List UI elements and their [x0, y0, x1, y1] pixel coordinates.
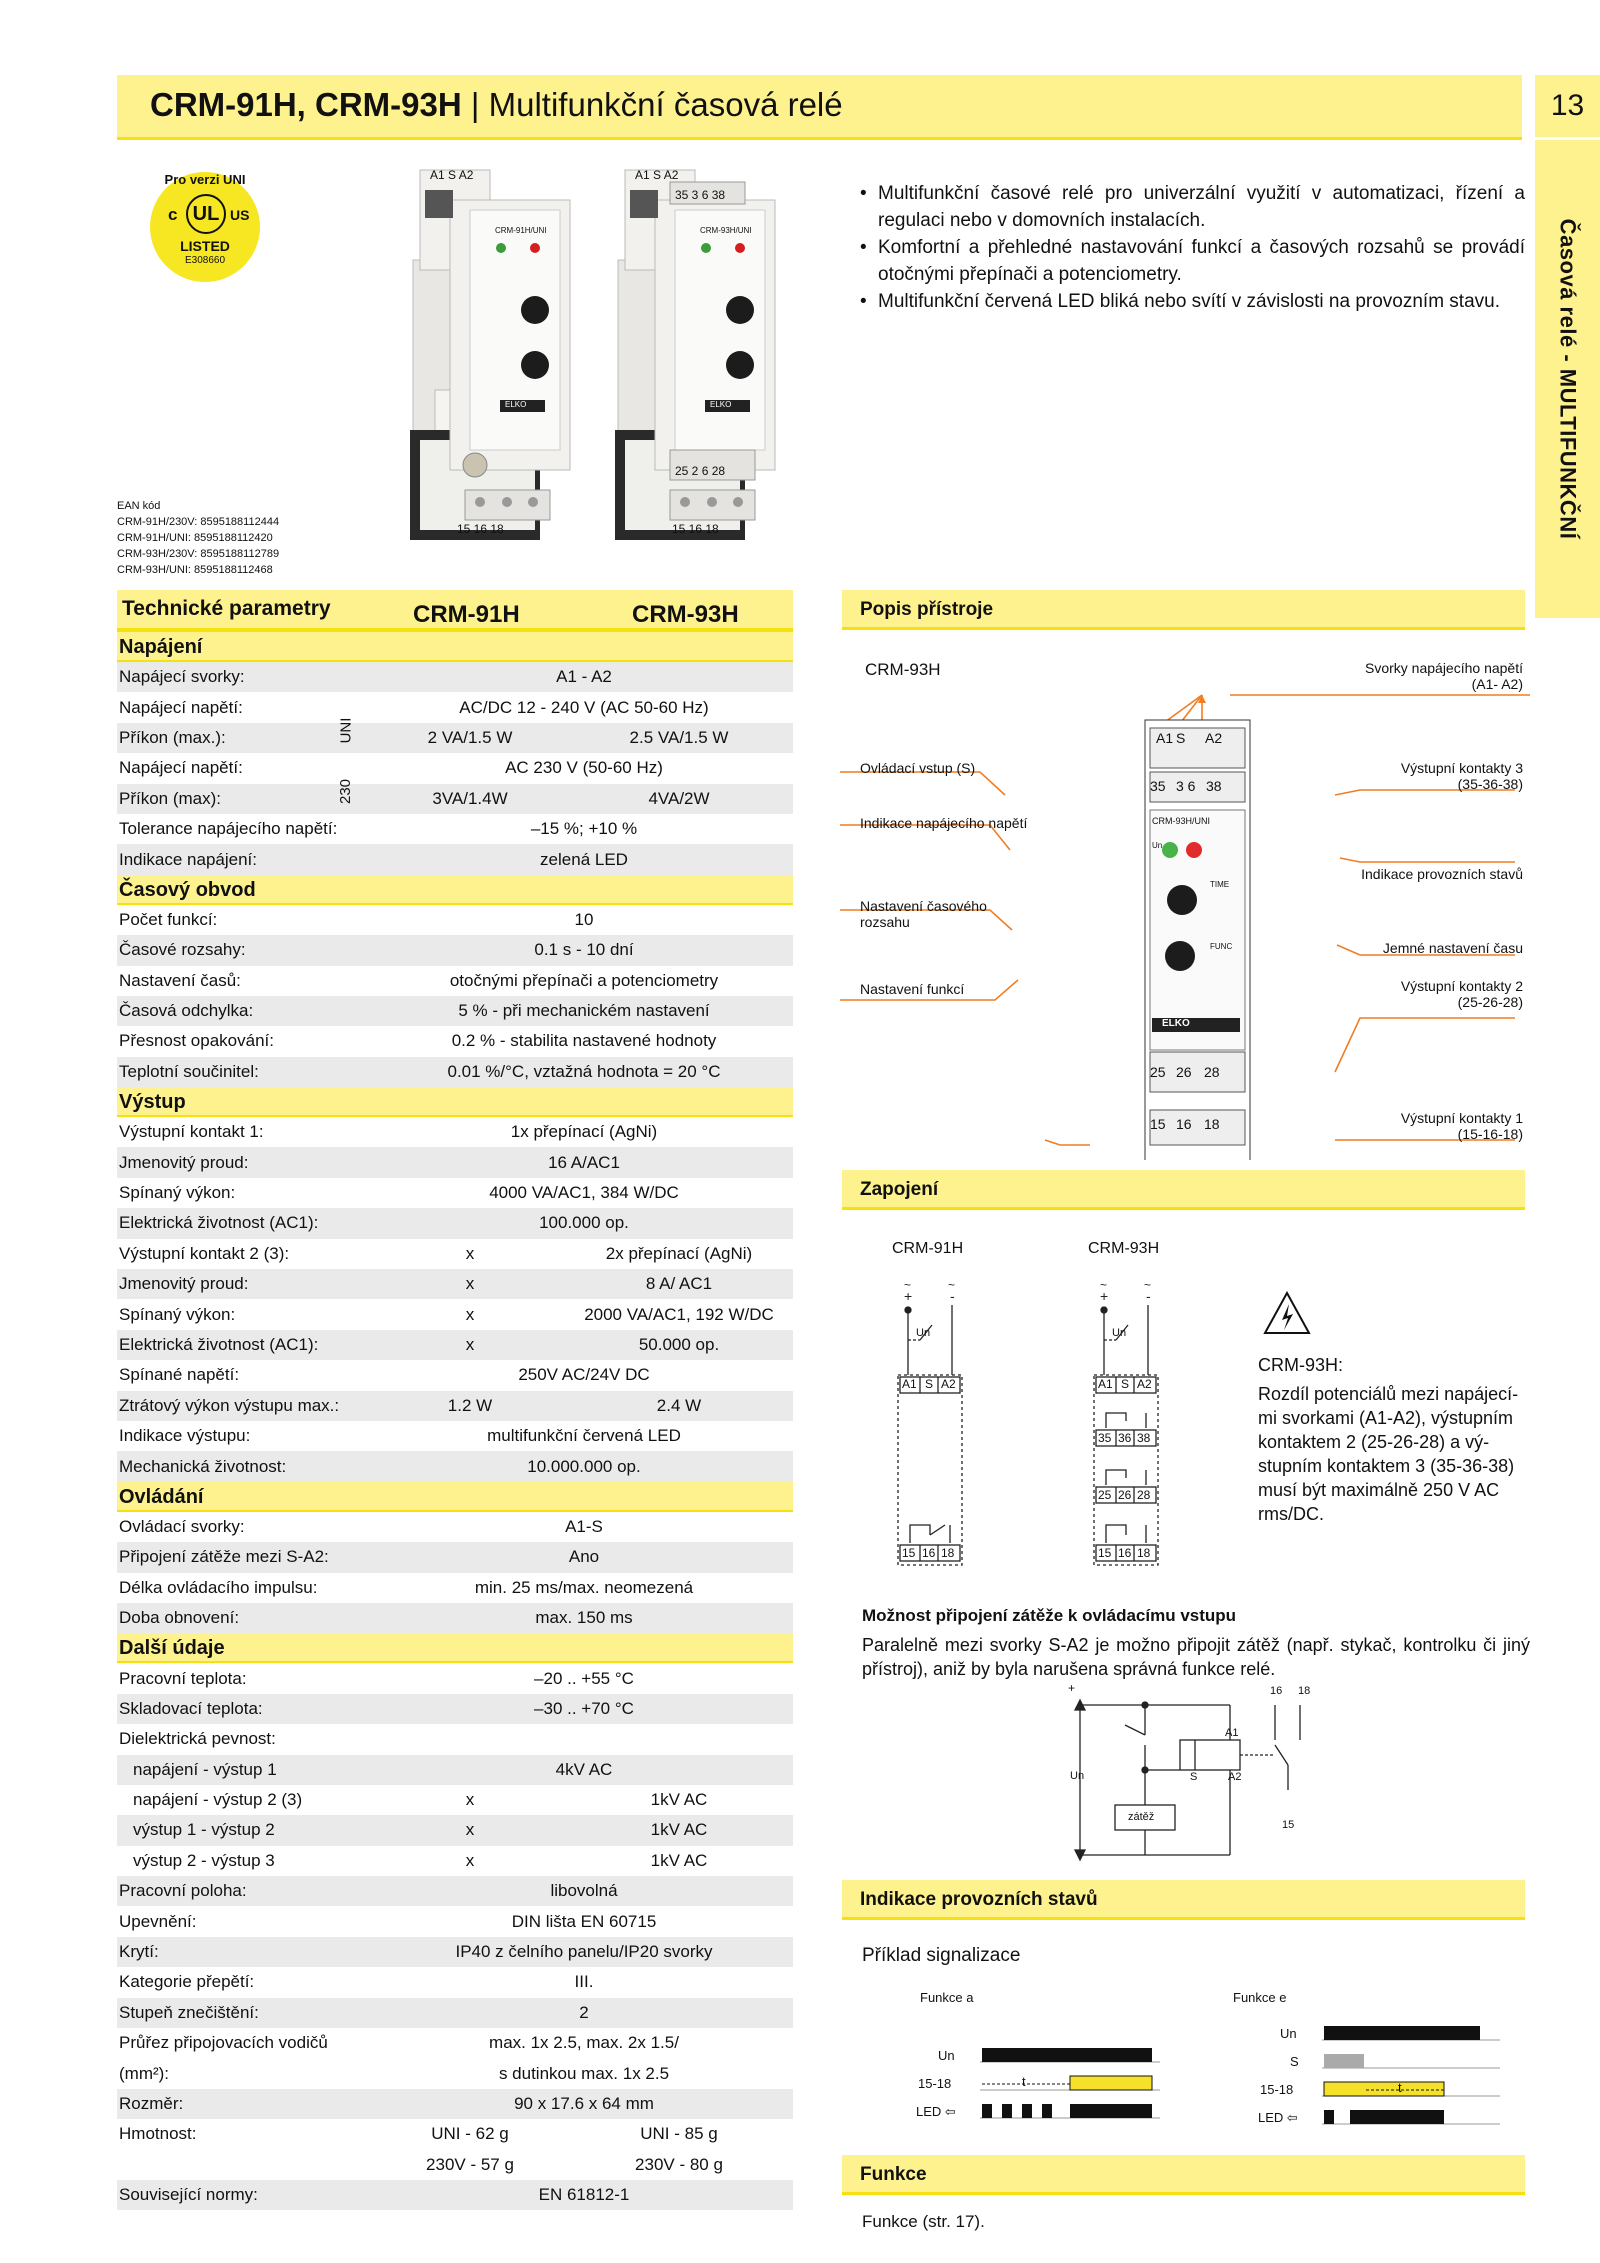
timing-e-t: t [1398, 2080, 1402, 2095]
zapojeni2-18: 18 [1137, 1546, 1151, 1560]
label-indikace-napajeni: Indikace napájecího napětí [860, 815, 1028, 831]
popis-func: FUNC [1210, 942, 1233, 951]
moznost-a1: A1 [1225, 1727, 1239, 1739]
moznost-a2: A2 [1228, 1771, 1242, 1783]
ul-logo-mark: UL [186, 194, 226, 234]
table-row: Příkon (max.): 2 VA/1.5 W 2.5 VA/1.5 W [117, 723, 793, 753]
zapojeni1-16: 16 [922, 1546, 936, 1560]
table-row: Skladovací teplota: –30 .. +70 °C [117, 1694, 793, 1724]
moznost-15: 15 [1282, 1819, 1295, 1831]
label-ovladaci-vstup: Ovládací vstup (S) [860, 760, 976, 776]
technical-parameters-table [117, 590, 793, 2210]
side-tab-label: Časová relé - MULTIFUNKČNÍ [1555, 218, 1581, 540]
v230-label: 230 [337, 778, 355, 805]
popis-term-18: 18 [1204, 1116, 1220, 1132]
ean-line: CRM-93H/UNI: 8595188112468 [117, 564, 273, 576]
title-separator: | [470, 86, 480, 123]
section-vystup: Výstup [117, 1087, 793, 1117]
device2-bottom-terms: 15 16 18 [672, 522, 719, 536]
ean-line: CRM-91H/230V: 8595188112444 [117, 516, 280, 528]
title-models: CRM-91H, CRM-93H [150, 86, 462, 123]
table-row: Příkon (max): 3VA/1.4W 4VA/2W [117, 784, 793, 814]
zapojeni-crm91h: CRM-91H [892, 1240, 964, 1257]
table-row: Pracovní poloha: libovolná [117, 1876, 793, 1906]
popis-term-a2: A2 [1205, 730, 1223, 746]
popis-term-36: 3 6 [1176, 778, 1196, 794]
table-row: Pracovní teplota: –20 .. +55 °C [119, 1668, 634, 1688]
section-napajeni: Napájení [117, 632, 793, 662]
zapojeni1-s: S [925, 1377, 934, 1391]
section-zapojeni: Zapojení [842, 1170, 1525, 1210]
popis-led-un: Un [1152, 841, 1163, 850]
ul-listed: LISTED [180, 238, 230, 254]
table-row: Indikace napájení: zelená LED [117, 844, 793, 874]
table-row: Elektrická životnost (AC1): x 50.000 op. [117, 1330, 793, 1360]
ul-us: US [230, 207, 250, 223]
svg-text:~: ~ [1144, 1278, 1152, 1292]
zapojeni2-15: 15 [1098, 1546, 1112, 1560]
device2-top-terms-2: 35 3 6 38 [675, 188, 726, 202]
table-row: Spínaný výkon: x 2000 VA/AC1, 192 W/DC [119, 1304, 774, 1324]
timing-diagram-a [890, 2040, 1160, 2140]
warning-icon [1262, 1290, 1312, 1336]
popis-term-a1: A1 [1156, 730, 1174, 746]
funkce-a-label: Funkce a [920, 1990, 974, 2005]
device2-brand: ELKO [710, 400, 732, 409]
table-row: Výstupní kontakt 1: 1x přepínací (AgNi) [119, 1122, 658, 1142]
timing-a-t: t [1022, 2074, 1026, 2089]
svg-text:+: + [904, 1288, 913, 1304]
table-row: Průřez připojovacích vodičů max. 1x 2.5, max. 2x 1.5/ [119, 2033, 679, 2053]
popis-brand: ELKO [1162, 1018, 1190, 1029]
zapojeni1-a1: A1 [902, 1377, 917, 1391]
popis-term-s: S [1176, 730, 1186, 746]
table-row: Napájecí svorky: A1 - A2 [117, 662, 793, 692]
moznost-un: Un [1070, 1770, 1085, 1782]
feature-item: • Multifunkční červená LED bliká nebo svítí v závislosti na provozním stavu. [860, 288, 1525, 315]
table-row: Hmotnost: UNI - 62 g UNI - 85 g [119, 2124, 718, 2144]
zapojeni1-un: Un [916, 1327, 931, 1339]
timing-e-1518: 15-18 [1260, 2082, 1294, 2097]
table-row: Upevnění: DIN lišta EN 60715 [119, 1911, 657, 1931]
moznost-s: S [1190, 1771, 1198, 1783]
label-vystupni-kontakty-3: Výstupní kontakty 3 (35-36-38) [1400, 760, 1523, 792]
timing-a-un: Un [938, 2048, 955, 2063]
zapojeni1-18: 18 [941, 1546, 955, 1560]
indikace-subtitle: Příklad signalizace [862, 1945, 1021, 1966]
table-row: Ovládací svorky: A1-S [119, 1516, 603, 1536]
label-nastaveni-funkci: Nastavení funkcí [860, 981, 965, 997]
timing-a-led: LED ⇦ [916, 2104, 956, 2119]
zapojeni2-a1: A1 [1098, 1377, 1113, 1391]
feature-list [860, 180, 1525, 315]
device1-bottom-terms: 15 16 18 [457, 522, 504, 536]
zapojeni2-s: S [1121, 1377, 1130, 1391]
zapojeni2-16: 16 [1118, 1546, 1132, 1560]
svg-text:-: - [1146, 1288, 1151, 1304]
ul-badge-top: Pro verzi UNI [164, 172, 246, 187]
table-header [117, 590, 793, 632]
funkce-e-label: Funkce e [1233, 1990, 1287, 2005]
table-row: 230V - 57 g 230V - 80 g [426, 2154, 723, 2174]
device2-model: CRM-93H/UNI [700, 226, 752, 235]
feature-item: • Multifunkční časové relé pro univerzální využití v automatizaci, řízení a regulaci nebo v domovních instalacích. [860, 180, 1525, 234]
wiring-diagram-crm91h [890, 1275, 1010, 1575]
page-number: 13 [1535, 75, 1600, 137]
table-row: napájení - výstup 1 4kV AC [117, 1755, 793, 1785]
section-popis: Popis přístroje [842, 590, 1525, 630]
popis-term-35: 35 [1150, 778, 1166, 794]
zapojeni2-un: Un [1112, 1327, 1127, 1339]
ean-title: EAN kód [117, 500, 161, 512]
svg-text:~: ~ [948, 1278, 956, 1292]
table-row: Počet funkcí: 10 [119, 909, 594, 929]
table-row: Přesnost opakování: 0.2 % - stabilita nastavené hodnoty [119, 1031, 717, 1051]
zapojeni2-38: 38 [1137, 1431, 1151, 1445]
feature-item: • Komfortní a přehledné nastavování funkcí a časových rozsahů se provádí otočnými přepínači a potenciometry. [860, 234, 1525, 288]
table-row: Ztrátový výkon výstupu max.: 1.2 W 2.4 W [117, 1391, 793, 1421]
zapojeni2-25: 25 [1098, 1488, 1112, 1502]
zapojeni1-15: 15 [902, 1546, 916, 1560]
section-funkce: Funkce [842, 2155, 1525, 2195]
popis-model: CRM-93H [865, 660, 941, 679]
moznost-plus: + [1068, 1681, 1076, 1695]
table-row: napájení - výstup 2 (3) x 1kV AC [133, 1790, 708, 1810]
table-row: Teplotní součinitel: 0.01 %/°C, vztažná hodnota = 20 °C [117, 1057, 793, 1087]
table-title: Technické parametry [122, 597, 331, 620]
table-row: Stupeň znečištění: 2 [117, 1998, 793, 2028]
page-title [150, 86, 843, 124]
label-nastaveni-casoveho-rozsahu: Nastavení časového rozsahu [860, 898, 987, 930]
wiring-diagram-crm93h [1086, 1275, 1206, 1575]
zapojeni-crm93h: CRM-93H [1088, 1240, 1160, 1257]
table-row: Nastavení časů: otočnými přepínači a potenciometry [119, 970, 719, 990]
header-underline [117, 137, 1522, 140]
timing-e-un: Un [1280, 2026, 1297, 2041]
ean-line: CRM-91H/UNI: 8595188112420 [117, 532, 273, 544]
table-row: Spínané napětí: 250V AC/24V DC [119, 1365, 650, 1385]
section-ovladani: Ovládání [117, 1482, 793, 1512]
zapojeni2-26: 26 [1118, 1488, 1132, 1502]
warning-title: CRM-93H: [1258, 1355, 1344, 1375]
column-crm93h: CRM-93H [632, 601, 739, 628]
ean-line: CRM-93H/230V: 8595188112789 [117, 548, 280, 560]
zapojeni2-35: 35 [1098, 1431, 1112, 1445]
label-vystupni-kontakty-1: Výstupní kontakty 1 (15-16-18) [1400, 1110, 1523, 1142]
title-description: Multifunkční časová relé [488, 86, 843, 123]
svg-text:~: ~ [1100, 1278, 1108, 1292]
popis-term-16: 16 [1176, 1116, 1192, 1132]
svg-text:~: ~ [904, 1278, 912, 1292]
load-connection-diagram [1060, 1681, 1360, 1865]
device2-top-terms: A1 S A2 [635, 168, 679, 182]
popis-term-28: 28 [1204, 1064, 1220, 1080]
timing-a-1518: 15-18 [918, 2076, 952, 2091]
timing-diagram-e [1200, 2010, 1500, 2150]
funkce-text: Funkce (str. 17). [862, 2212, 985, 2231]
table-row: Časové rozsahy: 0.1 s - 10 dní [117, 935, 793, 965]
label-vystupni-kontakty-2: Výstupní kontakty 2 (25-26-28) [1400, 978, 1523, 1010]
table-row: Kategorie přepětí: III. [119, 1972, 594, 1992]
zapojeni1-a2: A2 [941, 1377, 956, 1391]
device-image-crm91h [395, 160, 595, 550]
device1-top-terms: A1 S A2 [430, 168, 474, 182]
table-row: Krytí: IP40 z čelního panelu/IP20 svorky [117, 1937, 793, 1967]
table-row: Jmenovitý proud: 16 A/AC1 [117, 1147, 793, 1177]
uni-label: UNI [337, 717, 355, 744]
table-row: Elektrická životnost (AC1): 100.000 op. [117, 1208, 793, 1238]
table-row: Spínaný výkon: 4000 VA/AC1, 384 W/DC [119, 1183, 679, 1203]
moznost-text: Paralelně mezi svorky S-A2 je možno připojit zátěž (např. stykač, kontrolku či jiný přístroj), aniž by byla narušena správná funkce relé. [862, 1635, 1530, 1679]
table-row: Tolerance napájecího napětí: –15 %; +10 % [119, 819, 638, 839]
zapojeni2-a2: A2 [1137, 1377, 1152, 1391]
popis-term-38: 38 [1206, 778, 1222, 794]
device1-brand: ELKO [505, 400, 527, 409]
timing-e-s: S [1290, 2054, 1299, 2069]
section-dalsi-udaje: Další údaje [117, 1633, 793, 1663]
table-row: Dielektrická pevnost: [119, 1729, 276, 1749]
table-row: Jmenovitý proud: x 8 A/ AC1 [117, 1269, 793, 1299]
table-row: Související normy: EN 61812-1 [117, 2180, 793, 2210]
zapojeni2-28: 28 [1137, 1488, 1151, 1502]
svg-text:-: - [950, 1288, 955, 1304]
label-jemne-nastaveni: Jemné nastavení času [1382, 940, 1523, 956]
moznost-zatez: zátěž [1128, 1811, 1155, 1823]
ul-listed-badge [140, 160, 260, 280]
table-row: Napájecí napětí: AC/DC 12 - 240 V (AC 50-60 Hz) [119, 697, 709, 717]
table-row: Indikace výstupu: multifunkční červená LED [119, 1426, 681, 1446]
table-row: Mechanická životnost: 10.000.000 op. [117, 1451, 793, 1481]
label-svorky-napajeni: Svorky napájecího napětí (A1- A2) [1365, 660, 1523, 692]
moznost-16: 16 [1270, 1685, 1283, 1697]
popis-term-26: 26 [1176, 1064, 1192, 1080]
ean-codes [117, 498, 279, 578]
table-row: (mm²): s dutinkou max. 1x 2.5 [119, 2063, 670, 2083]
table-row: výstup 2 - výstup 3 x 1kV AC [133, 1850, 708, 1870]
table-row: Rozměr: 90 x 17.6 x 64 mm [117, 2089, 793, 2119]
section-indikace: Indikace provozních stavů [842, 1880, 1525, 1920]
ul-code: E308660 [184, 255, 226, 266]
popis-time: TIME [1210, 880, 1230, 889]
ul-c: c [168, 205, 178, 224]
table-row: Doba obnovení: max. 150 ms [117, 1603, 793, 1633]
table-row: výstup 1 - výstup 2 x 1kV AC [117, 1815, 793, 1845]
popis-term-15: 15 [1150, 1116, 1166, 1132]
section-casovy-obvod: Časový obvod [117, 875, 793, 905]
table-row: Výstupní kontakt 2 (3): x 2x přepínací (AgNi) [119, 1243, 753, 1263]
moznost-18: 18 [1298, 1685, 1311, 1697]
device2-mid-terms: 25 2 6 28 [675, 464, 726, 478]
label-indikace-provoznich-stavu: Indikace provozních stavů [1361, 866, 1523, 882]
warning-text: Rozdíl potenciálů mezi napájecí-mi svorkami (A1-A2), výstupním kontaktem 2 (25-26-28) a vý-stupním kontaktem 3 (35-36-38) musí být maximálně 250 V AC rms/DC. [1258, 1384, 1519, 1524]
popis-term-25: 25 [1150, 1064, 1166, 1080]
table-row: Připojení zátěže mezi S-A2: Ano [117, 1542, 793, 1572]
device-image-crm93h [600, 160, 800, 550]
column-crm91h: CRM-91H [413, 601, 520, 628]
popis-device-model: CRM-93H/UNI [1152, 816, 1211, 826]
moznost-title: Možnost připojení zátěže k ovládacímu vstupu [862, 1606, 1237, 1625]
table-row: Délka ovládacího impulsu: min. 25 ms/max. neomezená [119, 1577, 694, 1597]
table-row: Napájecí napětí: AC 230 V (50-60 Hz) [119, 758, 663, 778]
svg-text:+: + [1100, 1288, 1109, 1304]
timing-e-led: LED ⇦ [1258, 2110, 1298, 2125]
table-row: Časová odchylka: 5 % - při mechanickém nastavení [117, 996, 793, 1026]
zapojeni2-36: 36 [1118, 1431, 1132, 1445]
device1-model: CRM-91H/UNI [495, 226, 547, 235]
